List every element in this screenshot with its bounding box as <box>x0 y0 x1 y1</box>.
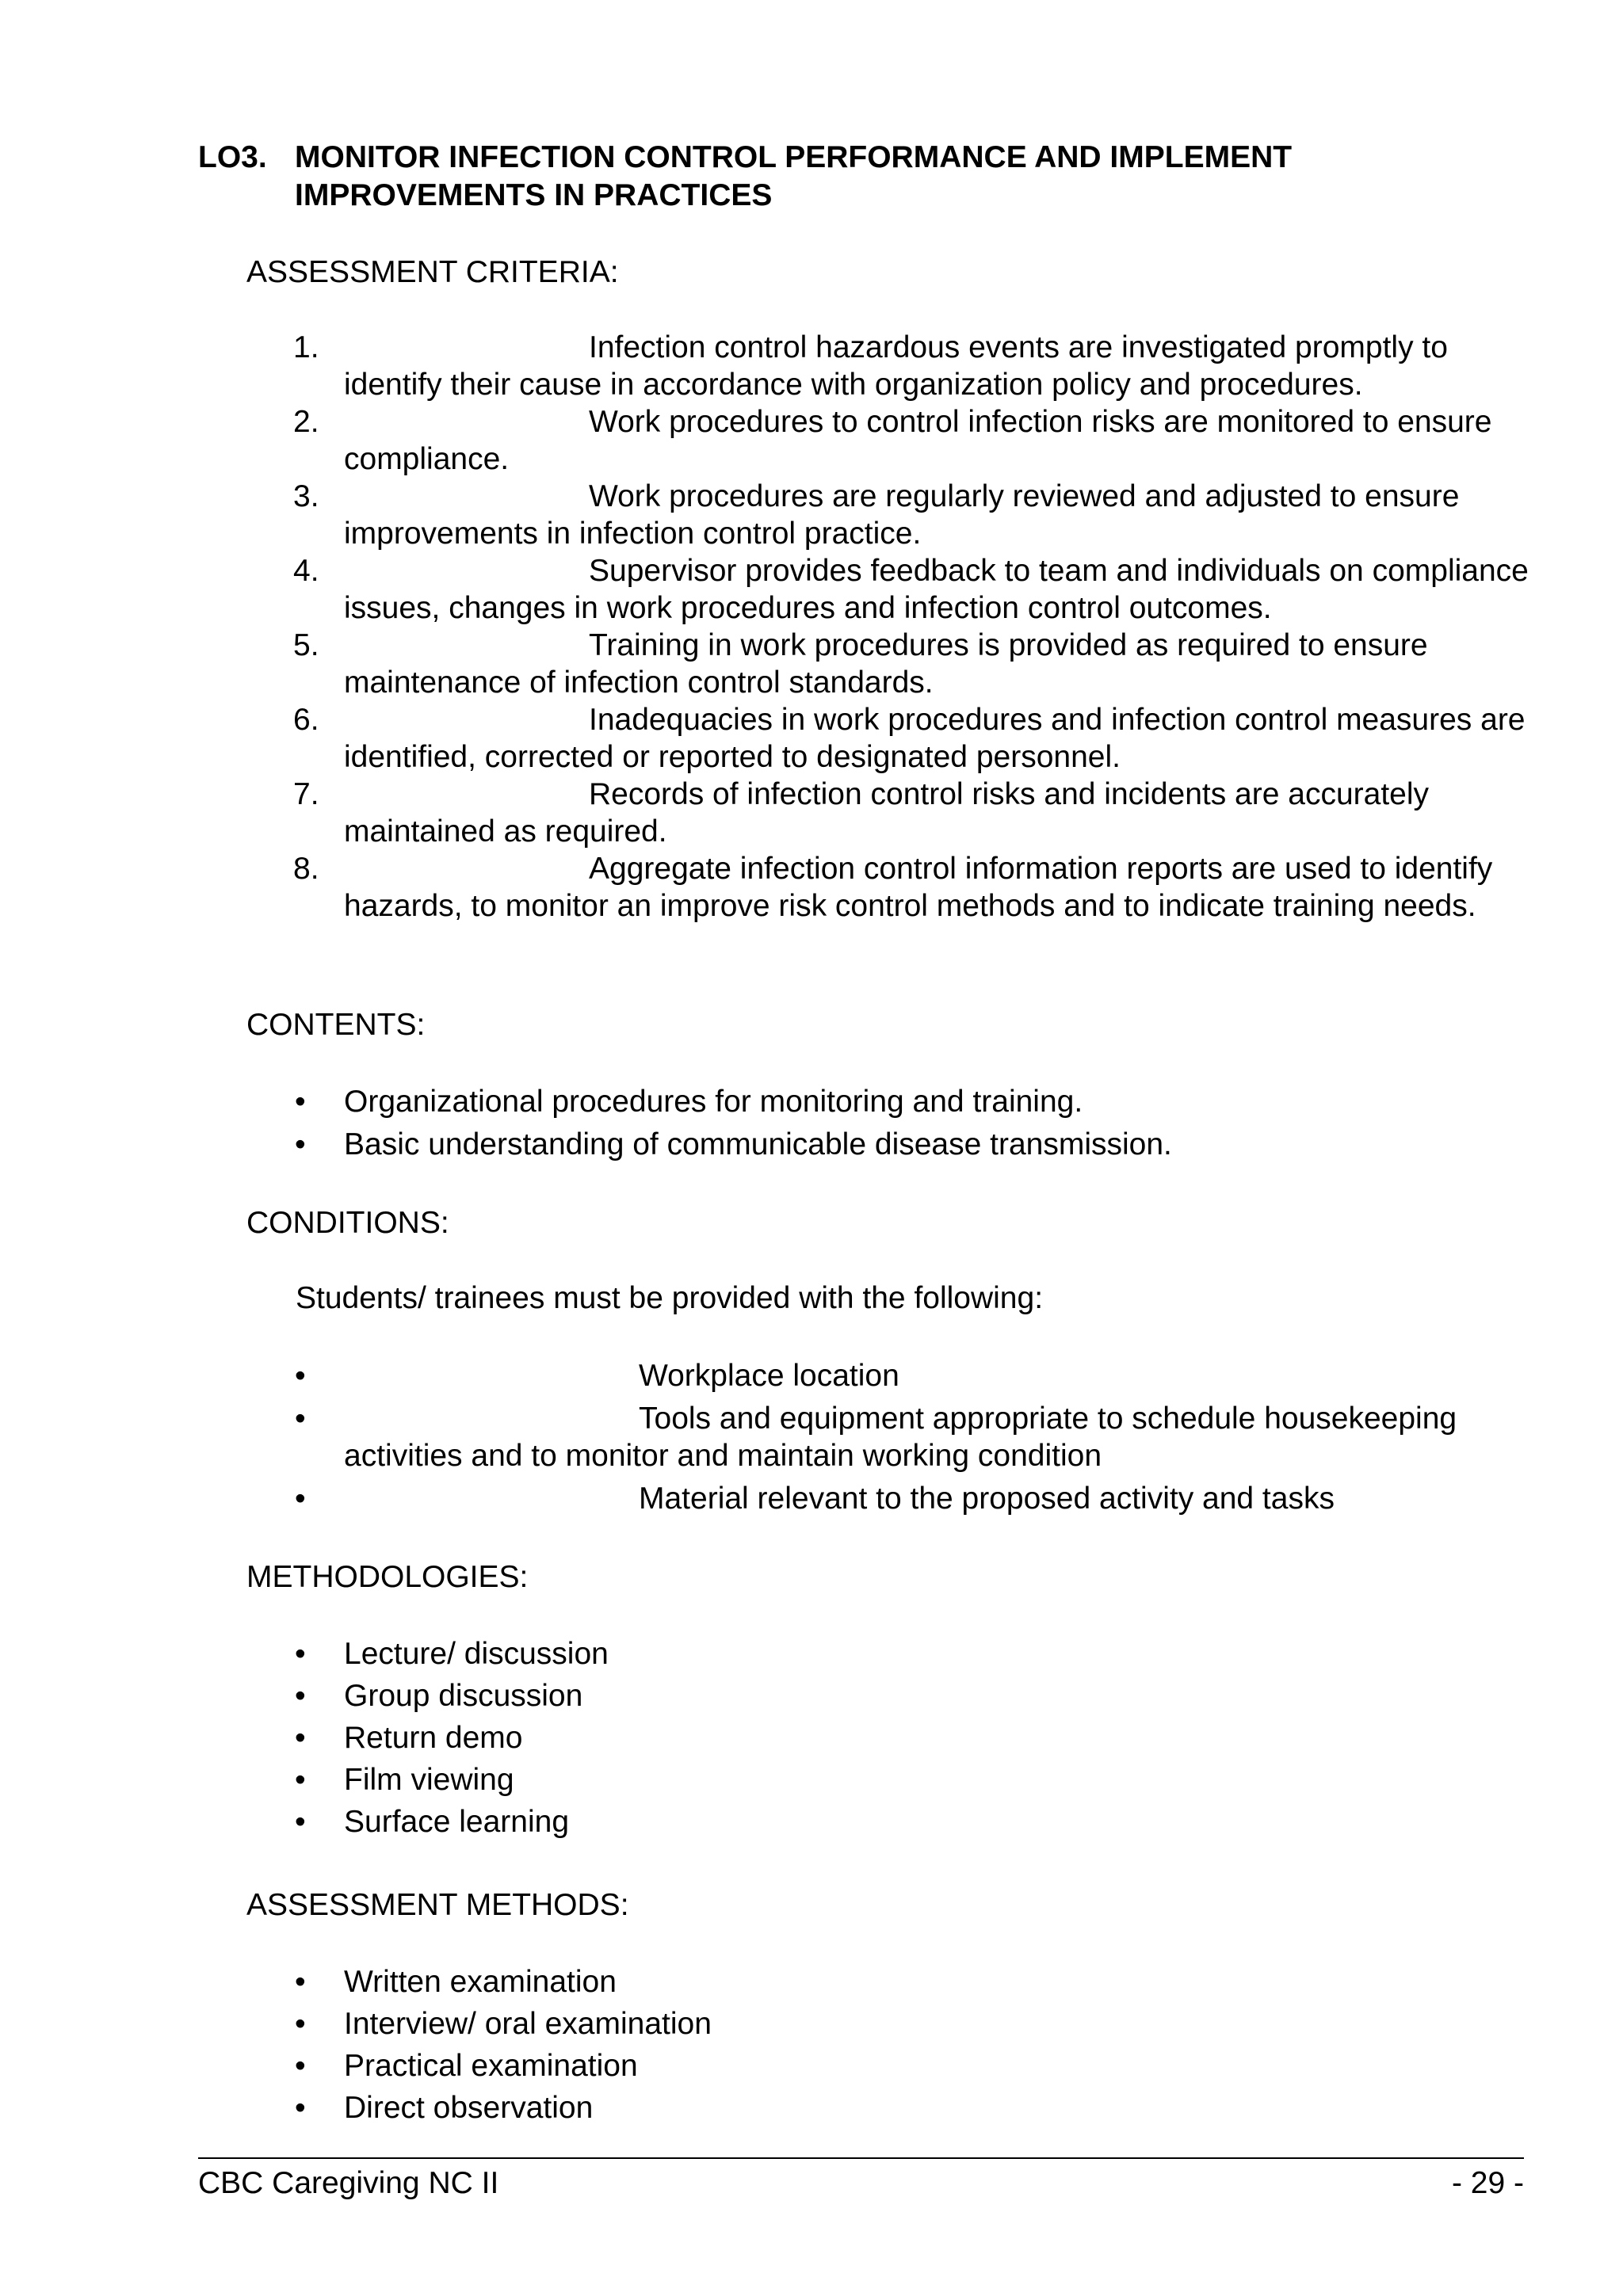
criteria-text: Training in work procedures is provided as required to ensure maintenance of infection control standards. <box>344 628 1428 700</box>
footer-divider <box>198 2157 1524 2159</box>
criteria-item <box>293 627 1545 701</box>
criteria-text: Records of infection control risks and incidents are accurately maintained as required. <box>344 777 1430 849</box>
list-item-text: Organizational procedures for monitoring and training. <box>344 1085 1083 1119</box>
criteria-number: 7. <box>293 777 319 811</box>
list-item <box>293 1761 1545 1798</box>
list-item <box>293 1400 1545 1474</box>
bullet-icon: • <box>295 1085 306 1119</box>
list-item <box>293 1480 1545 1517</box>
learning-outcome-title-line-2: IMPROVEMENTS IN PRACTICES <box>295 178 773 212</box>
criteria-text: Inadequacies in work procedures and infection control measures are identified, corrected or reported to designated personnel. <box>344 703 1526 774</box>
list-item <box>293 1083 1545 1120</box>
list-item-text: Written examination <box>344 1965 617 1999</box>
criteria-item <box>293 552 1545 627</box>
list-item <box>293 1803 1545 1840</box>
learning-outcome-title <box>295 139 1563 215</box>
list-item-text: Workplace location <box>639 1359 899 1393</box>
list-item-text: Interview/ oral examination <box>344 2007 712 2041</box>
list-item <box>293 1963 1545 2000</box>
criteria-item <box>293 329 1545 403</box>
conditions-title: CONDITIONS: <box>246 1206 449 1240</box>
bullet-icon: • <box>295 2007 306 2041</box>
criteria-text: Work procedures are regularly reviewed and adjusted to ensure improvements in infection control practice. <box>344 479 1460 551</box>
list-item-text: Material relevant to the proposed activity and tasks <box>639 1482 1335 1516</box>
criteria-number: 5. <box>293 628 319 662</box>
bullet-icon: • <box>295 1402 306 1436</box>
criteria-number: 2. <box>293 405 319 439</box>
list-item-text: Return demo <box>344 1721 523 1755</box>
assessment-criteria-list <box>293 329 1545 925</box>
list-item-text: Basic understanding of communicable disease transmission. <box>344 1127 1172 1161</box>
list-item <box>293 2005 1545 2042</box>
contents-list <box>293 1083 1545 1169</box>
criteria-item <box>293 403 1545 478</box>
list-item-text: Film viewing <box>344 1763 514 1797</box>
assessment-criteria-title: ASSESSMENT CRITERIA: <box>246 255 619 289</box>
bullet-icon: • <box>295 1965 306 1999</box>
methodologies-list <box>293 1635 1545 1845</box>
criteria-item <box>293 850 1545 925</box>
criteria-text: Work procedures to control infection risks are monitored to ensure compliance. <box>344 405 1492 476</box>
assessment-methods-list <box>293 1963 1545 2131</box>
list-item-text: Group discussion <box>344 1679 583 1713</box>
criteria-text: Infection control hazardous events are investigated promptly to identify their cause in accordance with organization policy and procedures. <box>344 330 1448 402</box>
list-item-text: Surface learning <box>344 1805 570 1839</box>
bullet-icon: • <box>295 1763 306 1797</box>
conditions-intro: Students/ trainees must be provided with the following: <box>296 1281 1044 1315</box>
footer-document-title: CBC Caregiving NC II <box>198 2166 499 2200</box>
list-item <box>293 2089 1545 2126</box>
criteria-number: 1. <box>293 330 319 364</box>
bullet-icon: • <box>295 1721 306 1755</box>
list-item-text: Direct observation <box>344 2091 594 2125</box>
bullet-icon: • <box>295 1359 306 1393</box>
assessment-methods-title: ASSESSMENT METHODS: <box>246 1888 629 1922</box>
list-item <box>293 1677 1545 1714</box>
criteria-text: Supervisor provides feedback to team and individuals on compliance issues, changes in work procedures and infection control outcomes. <box>344 554 1529 625</box>
bullet-icon: • <box>295 1679 306 1713</box>
criteria-number: 8. <box>293 852 319 886</box>
list-item <box>293 2047 1545 2084</box>
list-item <box>293 1357 1545 1394</box>
criteria-number: 6. <box>293 703 319 737</box>
list-item <box>293 1126 1545 1163</box>
bullet-icon: • <box>295 1482 306 1516</box>
bullet-icon: • <box>295 1127 306 1161</box>
list-item <box>293 1719 1545 1756</box>
conditions-list <box>293 1357 1545 1523</box>
criteria-number: 3. <box>293 479 319 513</box>
list-item-text: Tools and equipment appropriate to schedule housekeeping activities and to monitor and maintain working condition <box>344 1402 1457 1473</box>
list-item <box>293 1635 1545 1672</box>
learning-outcome-number: LO3. <box>198 140 267 174</box>
list-item-text: Practical examination <box>344 2049 638 2083</box>
criteria-item <box>293 701 1545 776</box>
contents-title: CONTENTS: <box>246 1008 426 1042</box>
bullet-icon: • <box>295 2091 306 2125</box>
criteria-item <box>293 478 1545 552</box>
list-item-text: Lecture/ discussion <box>344 1637 609 1671</box>
criteria-text: Aggregate infection control information reports are used to identify hazards, to monitor an improve risk control methods and to indicate training needs. <box>344 852 1493 923</box>
bullet-icon: • <box>295 1637 306 1671</box>
bullet-icon: • <box>295 1805 306 1839</box>
methodologies-title: METHODOLOGIES: <box>246 1560 529 1594</box>
learning-outcome-title-line-1: MONITOR INFECTION CONTROL PERFORMANCE AND IMPLEMENT <box>295 140 1293 174</box>
bullet-icon: • <box>295 2049 306 2083</box>
criteria-number: 4. <box>293 554 319 588</box>
criteria-item <box>293 776 1545 850</box>
footer-page-number: - 29 - <box>1451 2166 1524 2200</box>
